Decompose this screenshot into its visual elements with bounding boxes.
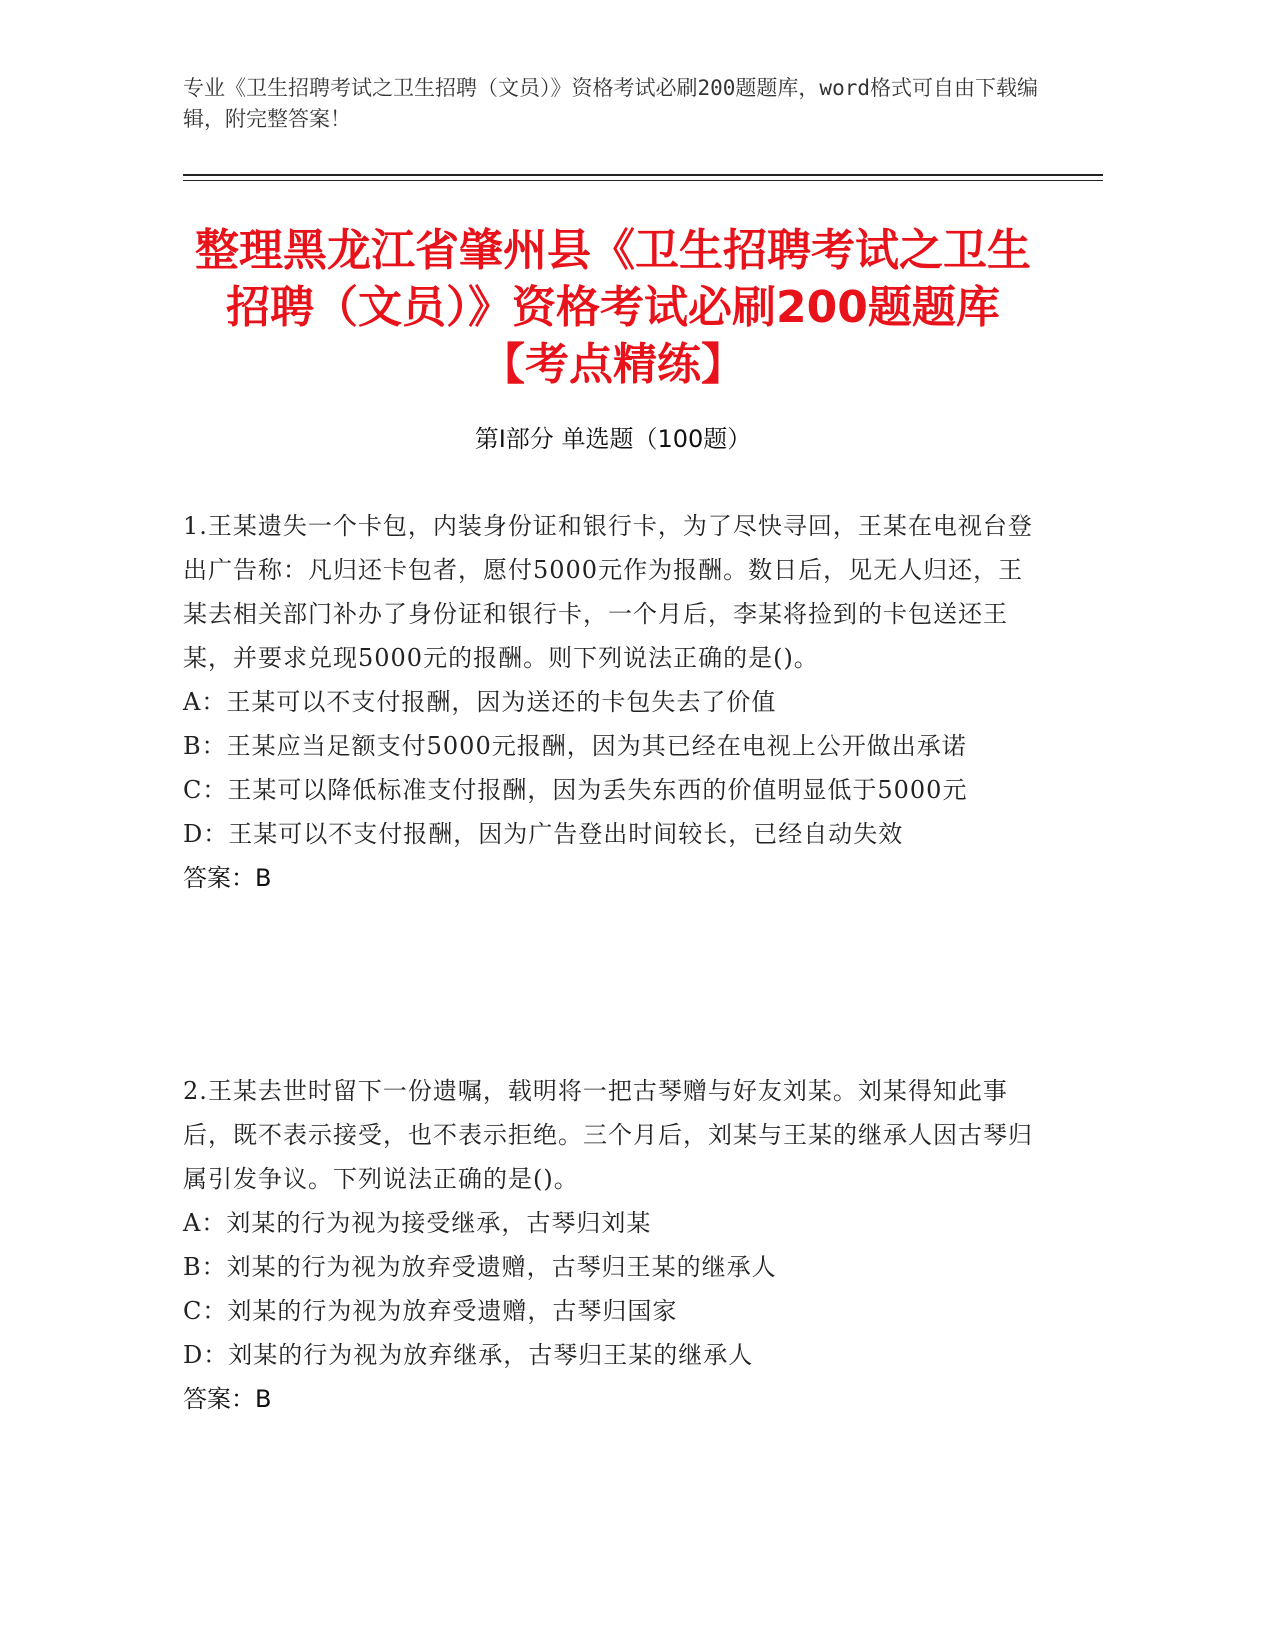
question-2: [183, 1069, 1038, 1421]
answer: 答案：B: [183, 864, 272, 892]
option-a: A：刘某的行为视为接受继承，古琴归刘某: [183, 1209, 652, 1237]
document-title: 整理黑龙江省肇州县《卫生招聘考试之卫生招聘（文员）》资格考试必刷200题题库【考点精练】: [195, 225, 1031, 390]
page-header: 专业《卫生招聘考试之卫生招聘（文员）》资格考试必刷200题题库，word格式可自由下载编辑，附完整答案！: [183, 76, 1038, 131]
question-1: [183, 504, 1038, 900]
answer: 答案：B: [183, 1385, 272, 1413]
option-d: D：王某可以不支付报酬，因为广告登出时间较长，已经自动失效: [183, 820, 904, 848]
question-stem: 1.王某遗失一个卡包，内装身份证和银行卡，为了尽快寻回，王某在电视台登出广告称：凡归还卡包者，愿付5000元作为报酬。数日后，见无人归还，王某去相关部门补办了身份证和银行卡，一个月后，李某将捡到的卡包送还王某，并要求兑现5000元的报酬。则下列说法正确的是()。: [183, 512, 1033, 672]
option-b: B：王某应当足额支付5000元报酬，因为其已经在电视上公开做出承诺: [183, 732, 967, 760]
header-rule-thin: [183, 180, 1103, 181]
section-heading: 第Ⅰ部分 单选题（100题）: [474, 425, 752, 453]
question-stem: 2.王某去世时留下一份遗嘱，载明将一把古琴赠与好友刘某。刘某得知此事后，既不表示接受，也不表示拒绝。三个月后，刘某与王某的继承人因古琴归属引发争议。下列说法正确的是()。: [183, 1077, 1033, 1193]
option-b: B：刘某的行为视为放弃受遗赠，古琴归王某的继承人: [183, 1253, 777, 1281]
header-rule-thick: [183, 174, 1103, 176]
option-c: C：刘某的行为视为放弃受遗赠，古琴归国家: [183, 1297, 678, 1325]
option-a: A：王某可以不支付报酬，因为送还的卡包失去了价值: [183, 688, 777, 716]
option-d: D：刘某的行为视为放弃继承，古琴归王某的继承人: [183, 1341, 754, 1369]
option-c: C：王某可以降低标准支付报酬，因为丢失东西的价值明显低于5000元: [183, 776, 968, 804]
